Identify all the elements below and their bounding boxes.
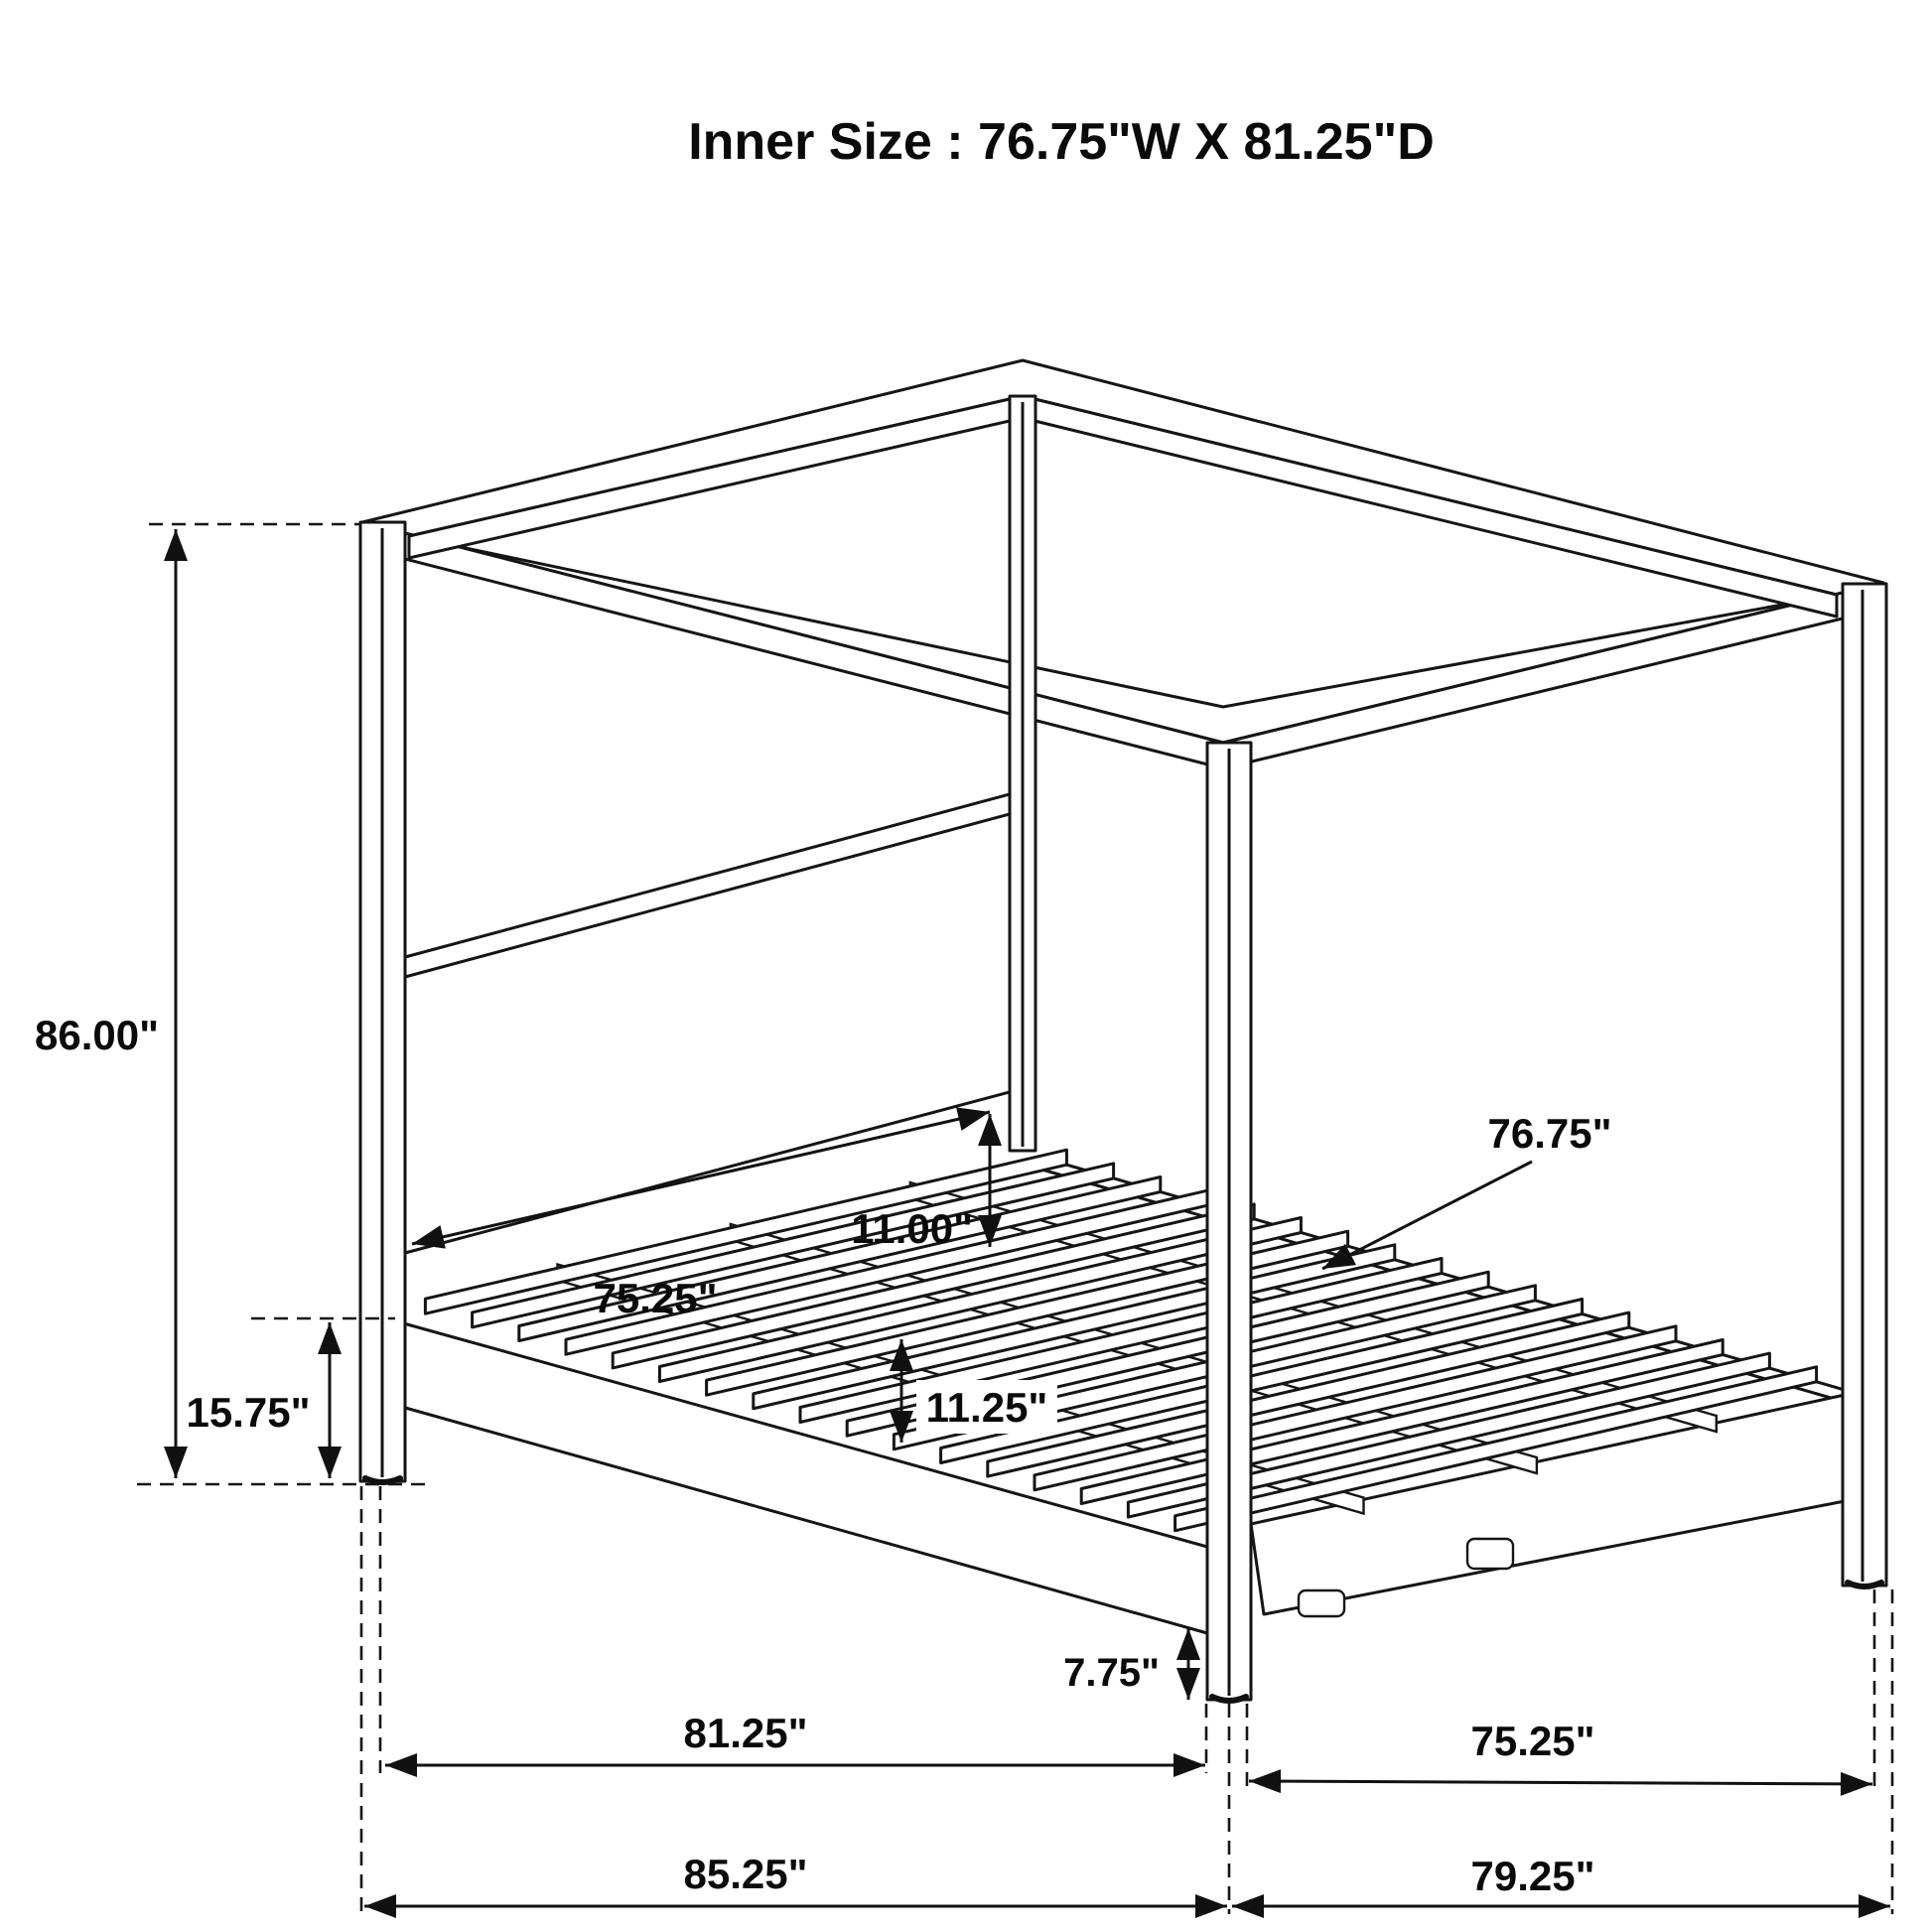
page-title: Inner Size : 76.75"W X 81.25"D	[688, 113, 1435, 171]
support-foot-left	[1299, 1590, 1344, 1616]
label-inner-width: 75.25"	[1470, 1718, 1595, 1764]
label-headboard-gap: 11.00"	[851, 1205, 973, 1252]
label-inner-length: 81.25"	[683, 1710, 808, 1756]
leader-line-slat-length	[1322, 1162, 1532, 1269]
canopy-frame	[362, 360, 1883, 768]
label-headboard-width: 75.25"	[593, 1275, 718, 1321]
platform	[382, 1150, 1845, 1633]
label-slat-length: 76.75"	[1487, 1110, 1612, 1157]
post-right-body	[1843, 584, 1886, 1586]
label-foundation-height: 15.75"	[186, 1389, 311, 1436]
label-overall-height: 86.00"	[34, 1012, 159, 1058]
label-platform-side: 11.25"	[925, 1384, 1048, 1431]
support-foot-right	[1467, 1539, 1513, 1569]
label-outer-length: 85.25"	[683, 1851, 808, 1897]
post-back	[1010, 396, 1035, 1151]
label-outer-width: 79.25"	[1470, 1853, 1595, 1899]
label-foot-clearance: 7.75"	[1063, 1651, 1160, 1695]
dim-line-inner-width	[1249, 1781, 1872, 1784]
